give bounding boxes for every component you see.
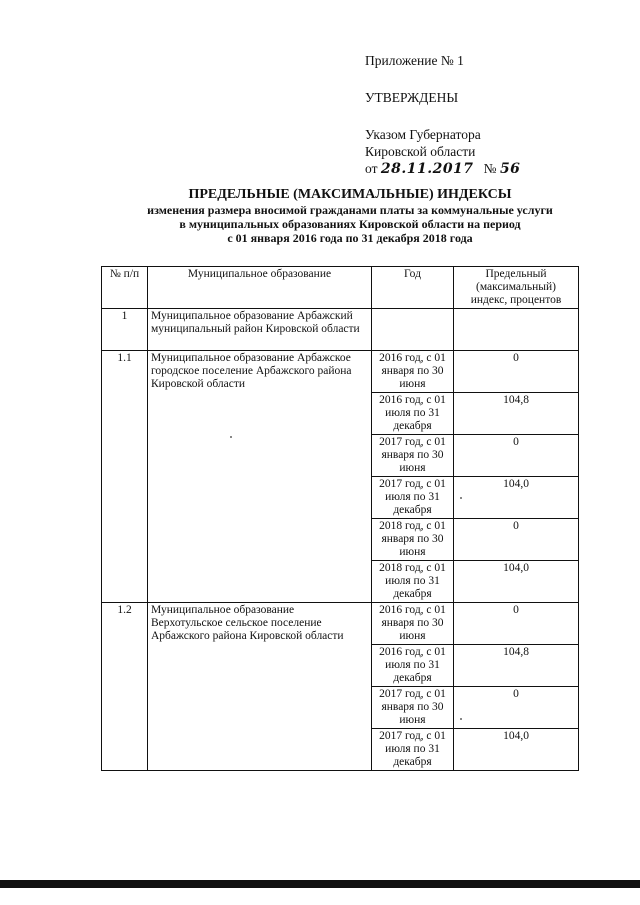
header-municipality: Муниципальное образование (148, 267, 372, 309)
period-year: 2016 год, с 01 января по 30 июня (372, 603, 454, 645)
period-index: 0 (454, 351, 579, 393)
decree-line-1: Указом Губернатора (365, 127, 481, 142)
scan-speck (460, 497, 462, 499)
handwritten-number: 56 (499, 161, 521, 177)
from-prefix: от (365, 161, 378, 176)
decree-line-2: Кировской области (365, 144, 476, 159)
handwritten-date: 28.11.2017 (380, 161, 474, 177)
approved-label: УТВЕРЖДЕНЫ (365, 90, 459, 105)
period-index: 104,0 (454, 729, 579, 771)
title-line-1: ПРЕДЕЛЬНЫЕ (МАКСИМАЛЬНЫЕ) ИНДЕКСЫ (188, 187, 512, 202)
table-row (102, 351, 579, 393)
period-year: 2017 год, с 01 июля по 31 декабря (372, 729, 454, 771)
group-name: Муниципальное образование Арбажский муниципальный район Кировской области (148, 309, 372, 351)
entry-municipality: Муниципальное образование Верхотульское сельское поселение Арбажского района Кировской области (148, 603, 372, 771)
table-row (102, 603, 579, 645)
period-year: 2017 год, с 01 января по 30 июня (372, 435, 454, 477)
period-year: 2018 год, с 01 января по 30 июня (372, 519, 454, 561)
period-year: 2017 год, с 01 июля по 31 декабря (372, 477, 454, 519)
table-row (102, 309, 579, 351)
period-year: 2016 год, с 01 июля по 31 декабря (372, 393, 454, 435)
period-index: 104,8 (454, 393, 579, 435)
decree-date-line (365, 160, 520, 178)
empty-cell (372, 309, 454, 351)
period-index: 0 (454, 519, 579, 561)
period-year: 2018 год, с 01 июля по 31 декабря (372, 561, 454, 603)
period-index: 104,0 (454, 477, 579, 519)
period-index: 0 (454, 435, 579, 477)
document-title (100, 186, 600, 245)
table-header-row (102, 267, 579, 309)
scan-speck (230, 436, 232, 438)
scan-speck (460, 718, 462, 720)
empty-cell (454, 309, 579, 351)
number-prefix: № (483, 161, 497, 176)
period-year: 2017 год, с 01 января по 30 июня (372, 687, 454, 729)
entries-body (102, 351, 579, 771)
entry-municipality: Муниципальное образование Арбажское городское поселение Арбажского района Кировской области (148, 351, 372, 603)
group-num: 1 (102, 309, 148, 351)
period-index: 0 (454, 603, 579, 645)
period-index: 104,0 (454, 561, 579, 603)
period-year: 2016 год, с 01 июля по 31 декабря (372, 645, 454, 687)
period-year: 2016 год, с 01 января по 30 июня (372, 351, 454, 393)
appendix-label: Приложение № 1 (365, 53, 464, 68)
title-line-4: с 01 января 2016 года по 31 декабря 2018 года (227, 231, 473, 245)
header-index: Предельный (максимальный) индекс, процентов (454, 267, 579, 309)
header-year: Год (372, 267, 454, 309)
header-num: № п/п (102, 267, 148, 309)
period-index: 0 (454, 687, 579, 729)
title-line-3: в муниципальных образованиях Кировской области на период (179, 217, 521, 231)
indices-table (101, 266, 579, 771)
title-line-2: изменения размера вносимой гражданами платы за коммунальные услуги (147, 203, 553, 217)
scan-bottom-edge (0, 880, 640, 888)
period-index: 104,8 (454, 645, 579, 687)
entry-num: 1.1 (102, 351, 148, 603)
entry-num: 1.2 (102, 603, 148, 771)
approval-block (365, 52, 520, 178)
